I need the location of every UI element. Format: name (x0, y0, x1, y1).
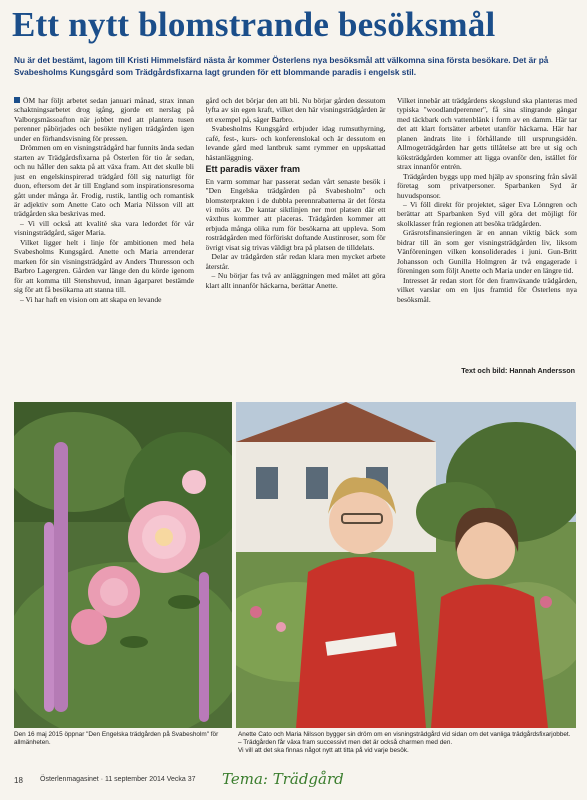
start-square-icon (14, 97, 20, 103)
theme-label: Tema: Trädgård (222, 770, 344, 788)
paragraph: Intresset är redan stort för den framväxande trädgården, vilket varslar om en ljus framtid för Österlens nya besöksmål. (397, 275, 577, 304)
ingress: Nu är det bestämt, lagom till Kristi Himmelsfärd nästa år kommer Österlens nya besöksmål att välkomna sina första besökare. Det är på Svabesholms Kungsgård som Trädgårdsfixarna lagt grunden för ett blommande paradis i engelsk stil. (14, 55, 549, 77)
issue-info: Österlenmagasinet · 11 september 2014 Vecka 37 (40, 776, 196, 783)
caption-line: Anette Cato och Maria Nilsson bygger sin dröm om en visningsträdgård vid sidan om det vanliga trädgårdsfixarjobbet. (238, 731, 571, 738)
subheading: Ett paradis växer fram (205, 164, 301, 175)
paragraph: – Vi föll direkt för projektet, säger Eva Lönngren och berättar att Sparbanken Syd vill göra det möjligt för skolklasser från regionen att besöka trädgården. (397, 199, 577, 228)
headline: Ett nytt blomstrande besöksmål (12, 5, 496, 44)
portrait-photo (236, 402, 576, 728)
roses-illustration (14, 402, 232, 728)
paragraph: Gräsrotsfinansieringen är en annan viktig bäck som bidrar till än som ger visningsträdgården liv, liksom Vänföreningen vilken konsoliderades i juni. Gun-Britt Johansson och Gunilla Holmgren är två engagerade i föreningen som följt Anette och Maria under en längre tid. (397, 228, 577, 276)
page-number: 18 (14, 776, 23, 785)
column-2 (206, 96, 386, 364)
paragraph: Delar av trädgården står redan klara men mycket arbete återstår. (205, 252, 386, 271)
paragraph: Svabesholms Kungsgård erbjuder idag rumsuthyrning, café, fest-, kurs- och konferenslokal och är dessutom en levande gård med lantbruk samt rymmer en uppskattad hästanläggning. (205, 124, 386, 162)
paragraph: Trädgården byggs upp med hjälp av sponsring från såväl företag som privatpersoner. Sparbanken Syd är huvudsponsor. (397, 171, 577, 200)
paragraph: gård och det börjar den att bli. Nu börjar gården dessutom lyfta av sin egen kraft, vilket den här visningsträdgården är ett exempel på, säger Barbro. (205, 96, 386, 124)
caption-line: Vi vill att det ska finnas något nytt att titta på vid varje besök. (238, 747, 409, 754)
photo-caption-2 (238, 731, 578, 755)
column-3 (397, 96, 577, 364)
paragraph: – Vi har haft en vision om att skapa en levande (20, 294, 162, 304)
body-columns (14, 96, 577, 364)
paragraph: Vilket innebär att trädgårdens skogslund ska planteras med typiska "woodlandperenner", få sina slingrande gångar med täckbark och vattenblänk i form av en damm. Här tar det att klart fortsätter arbetet utanför häckarna. Här har planen ändrats lite i förhållande till ursprungsidén. Allmogeträdgården har getts tillåtelse att bre ut sig och köksträdgården kommer att ligga ovanför den, istället för strax innanför entrén. (397, 96, 577, 172)
page-footer (0, 770, 587, 800)
paragraph: – Vi vill också att kvalité ska vara ledordet för vår visningsträdgård, säger Maria. (14, 218, 194, 238)
caption-line: – Trädgården får växa fram successivt men det är också charmen med den. (238, 739, 453, 746)
photo-caption-1: Den 16 maj 2015 öppnar "Den Engelska trädgården på Svabesholm" för allmänheten. (14, 731, 219, 746)
paragraph: Vilket ligger helt i linje för ambitionen med hela Svabesholms Kungsgård. Anette och Maria arrenderar marken för sin visningsträdgård av Anders Thuresson och Barbro Lagergren. Gården var länge den du körde igenom för att komma till Stenshuvud, innan ägarparet bestämde sig för att få besökarna att stanna till. (14, 237, 194, 295)
gardeners-illustration (236, 402, 576, 728)
paragraph: En varm sommar har passerat sedan vårt senaste besök i "Den Engelska trädgården på Svabesholm" och blomsterprakten i de dubbla perennrabatterna är det första vi möts av. De kantar siktlinjen ner mot platsen där ett växthus kommer att placeras. Trädgården kommer att erbjuda många olika rum för besökarna att uppleva. Som rosträdgården med förföriskt doftande Austinroser, som för övrigt visat sig trivas väldigt bra på platsen de tilldelats. (205, 176, 386, 252)
paragraph: – Nu börjar fas två av anläggningen med målet att göra klart allt innanför häckarna, berättar Anette. (205, 271, 386, 290)
paragraph: ÖM har följt arbetet sedan januari månad, strax innan schaktningsarbetet drog igång, gjorde ett nerslag på Valborgsmässoafton när jobbet med att plantera tusen perenner påbörjades och besökte nyligen trädgården igen under en förhandsvisning för pressen. (14, 96, 194, 143)
column-1 (14, 96, 194, 364)
paragraph: Drömmen om en visningsträdgård har funnits ända sedan starten av Trädgårdsfixarna på Österlen för tio år sedan, och nu håller den sakta på att växa fram. Att det skulle bli just en engelskinspirerad trädgård föll sig naturligt för duon, eftersom det är till England som inspirationsresorna gått under många år. Frodig, rustik, lantlig och romantisk är adjektiv som Anette Cato och Maria Nilsson vill att trädgården ska beskrivas med. (14, 143, 194, 219)
flower-photo (14, 402, 232, 728)
byline: Text och bild: Hannah Andersson (461, 366, 575, 375)
